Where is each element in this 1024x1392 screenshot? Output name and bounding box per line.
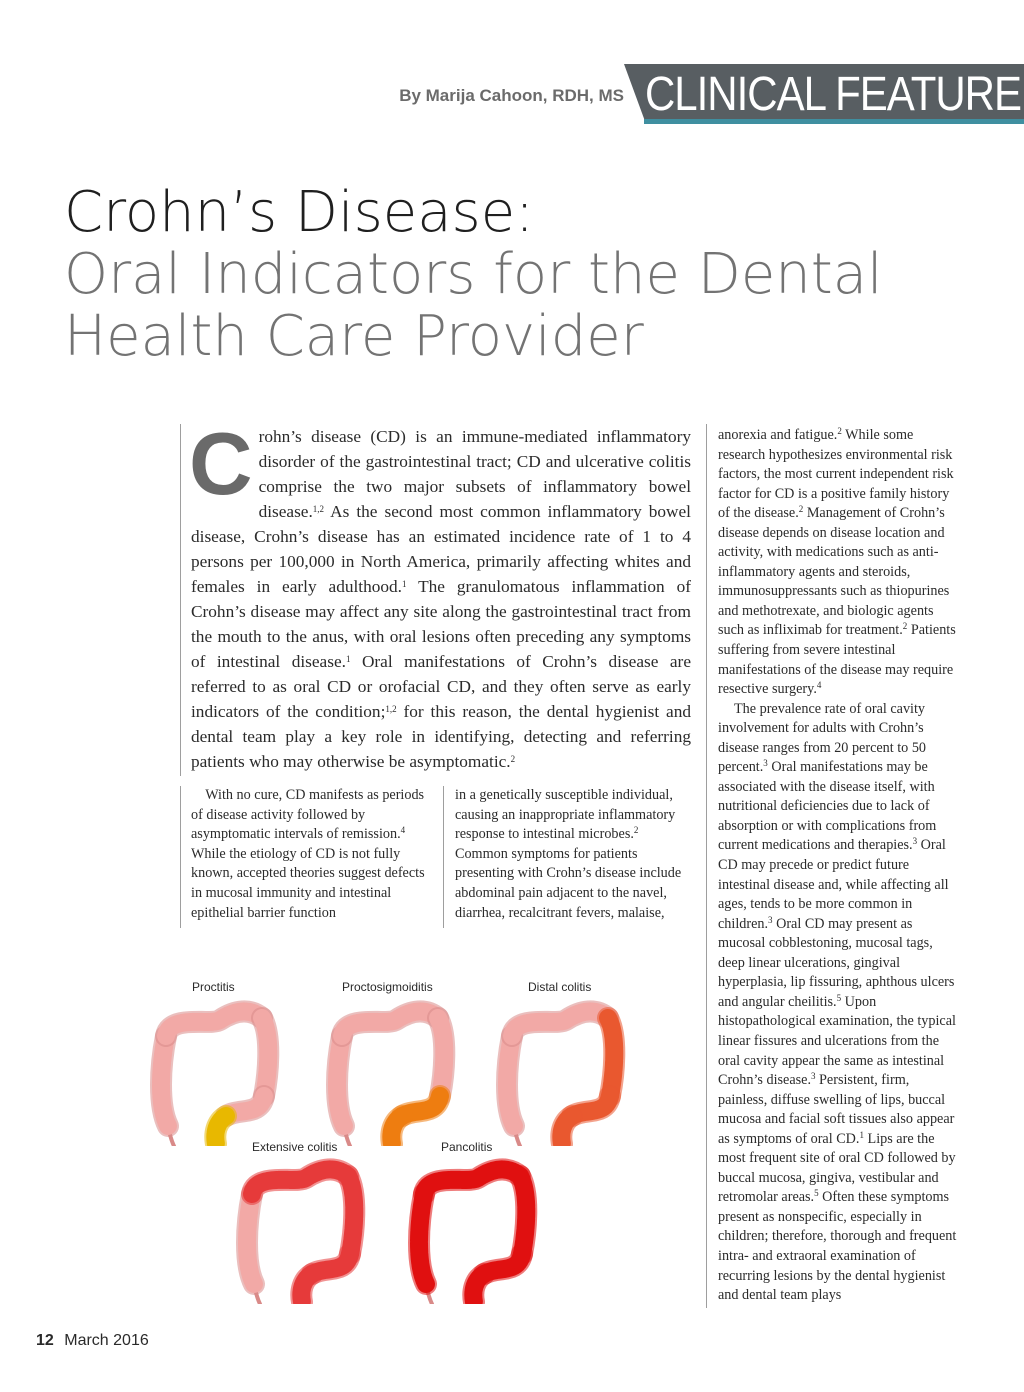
colon-segment-rectum	[473, 1274, 484, 1302]
title-line-1: Crohn’s Disease:	[64, 180, 535, 245]
colon-proctitis-illustration	[150, 996, 280, 1146]
right-paragraph-1: anorexia and fatigue.$^2$ While some research hypothesizes environmental risk factors, the most current independent risk factor for CD is a positive family history of the disease.$^2$ Management of Crohn’s disease depends on disease location and activity, with medications such as anti-inflammatory agents and steroids, immunosuppressants such as thiopurines and methotrexate, and biologic agents such as infliximab for treatment.$^2$ Patients suffering from severe intestinal manifestations of the disease may require resective surgery.$^4$	[718, 426, 956, 698]
page-number: 12	[36, 1332, 54, 1349]
colon-segment-rectum	[215, 1116, 226, 1144]
intro-paragraph	[189, 414, 691, 774]
colon-segment-ascending	[337, 1036, 344, 1126]
byline: By Marija Cahoon, RDH, MS	[399, 86, 624, 105]
drop-cap: C	[189, 414, 253, 513]
intro-text: rohn’s disease (CD) is an immune-mediated inflammatory disorder of the gastrointestinal tract; CD and ulcerative colitis comprise the two major subsets of inflammatory bowel disease.$^{1,2}$ As the second most common inflammatory bowel disease, Crohn’s disease has an estimated incidence rate of 1 to 4 persons per 100,000 in North America, primarily affecting whites and females in early adulthood.$^1$ The granulomatous inflammation of Crohn’s disease may affect any site along the gastrointestinal tract from the mouth to the anus, with oral lesions often preceding any symptoms of intestinal disease.$^1$ Oral manifestations of Crohn’s disease are referred to as oral CD or orofacial CD, and they often serve as early indicators of the condition;$^{1,2}$ for this reason, the dental hygienist and dental team play a key role in identifying, detecting and referring patients who may otherwise be asymptomatic.$^2$	[191, 427, 691, 771]
colon-segment-descending	[348, 1176, 354, 1254]
body-column-2: in a genetically susceptible individual, causing an inappropriate inflammatory response to intestinal microbes.$^2$ Common symptoms for patients presenting with Crohn’s disease include abdominal pain adjacent to the navel, diarrhea, recalcitrant fevers, malaise,	[455, 787, 682, 921]
colon-proctosigmoiditis-illustration	[326, 996, 456, 1146]
body-column-1: With no cure, CD manifests as periods of disease activity followed by asymptomatic intervals of remission.$^4$ While the etiology of CD is not fully known, accepted theories suggest defects in mucosal immunity and intestinal epithelial barrier function	[191, 787, 425, 921]
colon-segment-ascending	[161, 1036, 168, 1126]
figure-label-pancolitis: Pancolitis	[441, 1140, 493, 1154]
right-paragraph-2: The prevalence rate of oral cavity involvement for adults with Crohn’s disease ranges from 20 percent to 50 percent.$^3$ Oral manifestations may be associated with the disease itself, with nutritional deficiencies due to lack of absorption or with complications from current medications and therapies.$^3$ Oral CD may precede or predict future intestinal disease and, while affecting all ages, tends to be more common in children.$^3$ Oral CD may present as mucosal cobblestoning, mucosal tags, deep linear ulcerations, gingival hyperplasia, lip fissuring, aphthous ulcers and angular cheilitis.$^5$ Upon histopathological examination, the typical linear fissures and ulcerations from the oral cavity appear the same as intestinal Crohn’s disease.$^3$ Persistent, firm, painless, diffuse swelling of lips, buccal mucosa and facial soft tissues also appear as symptoms of oral CD.$^1$ Lips are the most frequent site of oral CD followed by buccal mucosa, gingiva, vestibular and retromolar areas.$^5$ Often these symptoms present as nonspecific, especially in children; therefore, thorough and frequent intra- and extraoral examination of recurring lesions by the dental hygienist and dental team plays	[718, 700, 957, 1304]
colon-pancolitis-illustration	[408, 1154, 538, 1304]
colon-segment-rectum	[301, 1274, 312, 1302]
section-banner	[624, 64, 1024, 124]
figure-label-proctitis: Proctitis	[192, 980, 235, 994]
issue-date: March 2016	[64, 1332, 149, 1349]
section-label: CLINICAL FEATURE	[644, 66, 1022, 121]
title-line-3: Health Care Provider	[64, 304, 644, 369]
colon-segment-descending	[262, 1018, 268, 1096]
figure-label-extensive-colitis: Extensive colitis	[252, 1140, 338, 1154]
body-column-right	[718, 426, 960, 1306]
colon-segment-descending	[520, 1176, 526, 1254]
title-line-2: Oral Indicators for the Dental	[64, 242, 883, 307]
colon-extensive-colitis-illustration	[236, 1154, 366, 1304]
figure-label-proctosigmoiditis: Proctosigmoiditis	[342, 980, 433, 994]
column-rule-2	[443, 786, 444, 928]
colon-segment-descending	[438, 1018, 444, 1096]
colon-segment-rectum	[391, 1116, 402, 1144]
colon-segment-rectum	[561, 1116, 572, 1144]
figure-label-distal-colitis: Distal colitis	[528, 980, 592, 994]
colon-segment-ascending	[507, 1036, 514, 1126]
column-rule-1	[180, 786, 181, 928]
colon-segment-ascending	[419, 1194, 426, 1284]
colon-segment-descending	[608, 1018, 614, 1096]
column-rule-3	[706, 424, 707, 1308]
page-footer	[36, 1332, 149, 1350]
colon-segment-ascending	[247, 1194, 254, 1284]
article-title	[64, 182, 964, 368]
colon-distal-colitis-illustration	[496, 996, 626, 1146]
